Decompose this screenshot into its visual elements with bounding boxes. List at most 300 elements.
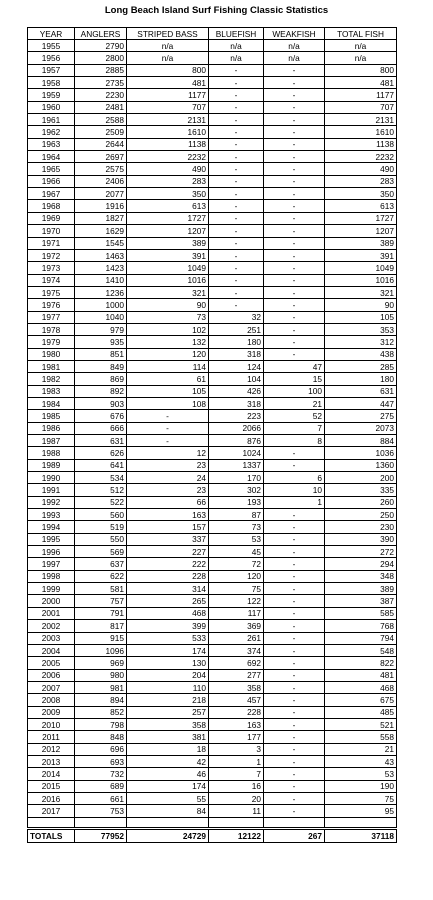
cell-year: 1974 — [28, 274, 75, 286]
cell-striped-bass: - — [127, 422, 209, 434]
cell-anglers: 2588 — [75, 114, 127, 126]
table-row — [28, 40, 397, 52]
table-row — [28, 212, 397, 224]
cell-anglers: 852 — [75, 706, 127, 718]
cell-striped-bass: 490 — [127, 163, 209, 175]
cell-striped-bass: 84 — [127, 805, 209, 817]
cell-anglers: 915 — [75, 632, 127, 644]
cell-year: 1993 — [28, 509, 75, 521]
cell-year: 1963 — [28, 138, 75, 150]
table-row — [28, 348, 397, 360]
cell-anglers: 1236 — [75, 286, 127, 298]
cell-year: 1956 — [28, 52, 75, 64]
cell-bluefish: - — [209, 77, 264, 89]
cell-weakfish: 8 — [264, 435, 325, 447]
table-row — [28, 52, 397, 64]
table-row — [28, 262, 397, 274]
cell-weakfish: - — [264, 533, 325, 545]
cell-weakfish: - — [264, 706, 325, 718]
cell-total-fish: n/a — [325, 40, 397, 52]
cell-total-fish: 548 — [325, 644, 397, 656]
cell-year: 2010 — [28, 718, 75, 730]
cell-total-fish: 180 — [325, 373, 397, 385]
cell-striped-bass: 73 — [127, 311, 209, 323]
cell-year: 1961 — [28, 114, 75, 126]
cell-year: 1997 — [28, 558, 75, 570]
cell-anglers: 2790 — [75, 40, 127, 52]
cell-year: 1958 — [28, 77, 75, 89]
cell-bluefish: 261 — [209, 632, 264, 644]
cell-weakfish: - — [264, 77, 325, 89]
spacer-cell — [127, 817, 209, 828]
cell-weakfish: - — [264, 620, 325, 632]
cell-weakfish: - — [264, 546, 325, 558]
cell-striped-bass: 46 — [127, 768, 209, 780]
table-row — [28, 780, 397, 792]
cell-weakfish: - — [264, 89, 325, 101]
table-row — [28, 583, 397, 595]
cell-year: 2005 — [28, 657, 75, 669]
cell-bluefish: 16 — [209, 780, 264, 792]
cell-year: 1998 — [28, 570, 75, 582]
cell-total-fish: 490 — [325, 163, 397, 175]
cell-weakfish: - — [264, 521, 325, 533]
table-row — [28, 632, 397, 644]
cell-striped-bass: 108 — [127, 397, 209, 409]
cell-bluefish: 2066 — [209, 422, 264, 434]
cell-striped-bass: 23 — [127, 484, 209, 496]
cell-year: 1967 — [28, 188, 75, 200]
spacer-cell — [325, 817, 397, 828]
cell-anglers: 637 — [75, 558, 127, 570]
cell-total-fish: 558 — [325, 731, 397, 743]
table-row — [28, 607, 397, 619]
cell-striped-bass: 55 — [127, 792, 209, 804]
cell-striped-bass: 1177 — [127, 89, 209, 101]
table-row — [28, 200, 397, 212]
cell-bluefish: 457 — [209, 694, 264, 706]
cell-striped-bass: 321 — [127, 286, 209, 298]
cell-bluefish: 692 — [209, 657, 264, 669]
cell-anglers: 2077 — [75, 188, 127, 200]
cell-bluefish: - — [209, 151, 264, 163]
cell-total-fish: 200 — [325, 472, 397, 484]
cell-year: 1980 — [28, 348, 75, 360]
cell-year: 1971 — [28, 237, 75, 249]
cell-bluefish: 7 — [209, 768, 264, 780]
table-row — [28, 805, 397, 817]
cell-bluefish: 20 — [209, 792, 264, 804]
cell-bluefish: 163 — [209, 718, 264, 730]
cell-bluefish: n/a — [209, 52, 264, 64]
cell-total-fish: 1016 — [325, 274, 397, 286]
cell-weakfish: - — [264, 188, 325, 200]
cell-bluefish: 277 — [209, 669, 264, 681]
header-total-fish: TOTAL FISH — [325, 28, 397, 40]
cell-total-fish: 1610 — [325, 126, 397, 138]
cell-year: 2009 — [28, 706, 75, 718]
cell-striped-bass: 130 — [127, 657, 209, 669]
cell-bluefish: 318 — [209, 348, 264, 360]
table-row — [28, 311, 397, 323]
cell-year: 1968 — [28, 200, 75, 212]
cell-year: 1959 — [28, 89, 75, 101]
table-row — [28, 435, 397, 447]
cell-weakfish: 1 — [264, 496, 325, 508]
cell-total-fish: 260 — [325, 496, 397, 508]
cell-total-fish: 485 — [325, 706, 397, 718]
cell-bluefish: - — [209, 286, 264, 298]
cell-striped-bass: 1610 — [127, 126, 209, 138]
cell-bluefish: 1024 — [209, 447, 264, 459]
cell-anglers: 512 — [75, 484, 127, 496]
cell-year: 1977 — [28, 311, 75, 323]
cell-weakfish: - — [264, 138, 325, 150]
cell-bluefish: 11 — [209, 805, 264, 817]
table-row — [28, 77, 397, 89]
cell-bluefish: - — [209, 237, 264, 249]
header-year: YEAR — [28, 28, 75, 40]
cell-total-fish: 353 — [325, 323, 397, 335]
cell-anglers: 969 — [75, 657, 127, 669]
cell-year: 2002 — [28, 620, 75, 632]
cell-total-fish: 43 — [325, 755, 397, 767]
cell-total-fish: 585 — [325, 607, 397, 619]
cell-bluefish: - — [209, 126, 264, 138]
cell-bluefish: - — [209, 225, 264, 237]
cell-year: 1984 — [28, 397, 75, 409]
cell-anglers: 851 — [75, 348, 127, 360]
cell-striped-bass: 1207 — [127, 225, 209, 237]
table-row — [28, 89, 397, 101]
statistics-table — [27, 27, 397, 843]
cell-bluefish: 180 — [209, 336, 264, 348]
cell-weakfish: - — [264, 570, 325, 582]
cell-striped-bass: 42 — [127, 755, 209, 767]
table-row — [28, 743, 397, 755]
cell-anglers: 2230 — [75, 89, 127, 101]
table-row — [28, 694, 397, 706]
cell-weakfish: - — [264, 743, 325, 755]
cell-year: 1987 — [28, 435, 75, 447]
cell-year: 1966 — [28, 175, 75, 187]
cell-year: 1992 — [28, 496, 75, 508]
cell-weakfish: - — [264, 200, 325, 212]
cell-total-fish: 1138 — [325, 138, 397, 150]
cell-year: 1994 — [28, 521, 75, 533]
cell-weakfish: - — [264, 225, 325, 237]
cell-weakfish: - — [264, 632, 325, 644]
cell-year: 1972 — [28, 249, 75, 261]
cell-striped-bass: 102 — [127, 323, 209, 335]
cell-striped-bass: 257 — [127, 706, 209, 718]
cell-year: 1964 — [28, 151, 75, 163]
cell-total-fish: 707 — [325, 101, 397, 113]
cell-year: 1976 — [28, 299, 75, 311]
table-row — [28, 286, 397, 298]
cell-anglers: 1629 — [75, 225, 127, 237]
cell-striped-bass: - — [127, 435, 209, 447]
cell-weakfish: - — [264, 644, 325, 656]
cell-total-fish: 95 — [325, 805, 397, 817]
cell-total-fish: 275 — [325, 410, 397, 422]
cell-anglers: 757 — [75, 595, 127, 607]
cell-year: 1973 — [28, 262, 75, 274]
cell-total-fish: 283 — [325, 175, 397, 187]
header-anglers: ANGLERS — [75, 28, 127, 40]
cell-year: 1969 — [28, 212, 75, 224]
table-row — [28, 410, 397, 422]
cell-striped-bass: 23 — [127, 459, 209, 471]
cell-striped-bass: 468 — [127, 607, 209, 619]
cell-total-fish: 53 — [325, 768, 397, 780]
cell-anglers: 1096 — [75, 644, 127, 656]
cell-striped-bass: 1138 — [127, 138, 209, 150]
table-row — [28, 249, 397, 261]
cell-weakfish: 52 — [264, 410, 325, 422]
cell-striped-bass: 1016 — [127, 274, 209, 286]
cell-bluefish: 223 — [209, 410, 264, 422]
cell-year: 1996 — [28, 546, 75, 558]
cell-bluefish: 318 — [209, 397, 264, 409]
cell-anglers: 817 — [75, 620, 127, 632]
table-row — [28, 533, 397, 545]
cell-striped-bass: 350 — [127, 188, 209, 200]
cell-striped-bass: 163 — [127, 509, 209, 521]
cell-weakfish: - — [264, 731, 325, 743]
spacer-cell — [264, 817, 325, 828]
header-bluefish: BLUEFISH — [209, 28, 264, 40]
table-row — [28, 509, 397, 521]
cell-total-fish: 2131 — [325, 114, 397, 126]
table-row — [28, 792, 397, 804]
table-row — [28, 731, 397, 743]
cell-anglers: 631 — [75, 435, 127, 447]
cell-anglers: 641 — [75, 459, 127, 471]
cell-anglers: 2575 — [75, 163, 127, 175]
cell-striped-bass: 114 — [127, 360, 209, 372]
cell-striped-bass: 707 — [127, 101, 209, 113]
document-title: Long Beach Island Surf Fishing Classic Statistics — [104, 5, 329, 16]
cell-bluefish: 124 — [209, 360, 264, 372]
cell-year: 1962 — [28, 126, 75, 138]
table-row — [28, 225, 397, 237]
cell-year: 2017 — [28, 805, 75, 817]
cell-year: 1991 — [28, 484, 75, 496]
table-row — [28, 718, 397, 730]
cell-total-fish: 389 — [325, 237, 397, 249]
cell-striped-bass: 358 — [127, 718, 209, 730]
cell-anglers: 1827 — [75, 212, 127, 224]
total-striped-bass: 24729 — [127, 828, 209, 842]
cell-year: 1960 — [28, 101, 75, 113]
cell-total-fish: 21 — [325, 743, 397, 755]
cell-year: 1999 — [28, 583, 75, 595]
cell-year: 2000 — [28, 595, 75, 607]
cell-year: 1955 — [28, 40, 75, 52]
cell-bluefish: - — [209, 249, 264, 261]
cell-year: 2003 — [28, 632, 75, 644]
cell-weakfish: - — [264, 681, 325, 693]
cell-striped-bass: 391 — [127, 249, 209, 261]
cell-weakfish: - — [264, 447, 325, 459]
spacer-row — [28, 817, 397, 828]
cell-bluefish: 374 — [209, 644, 264, 656]
cell-year: 1982 — [28, 373, 75, 385]
cell-bluefish: 53 — [209, 533, 264, 545]
cell-striped-bass: 533 — [127, 632, 209, 644]
header-weakfish: WEAKFISH — [264, 28, 325, 40]
cell-year: 1970 — [28, 225, 75, 237]
cell-striped-bass: 337 — [127, 533, 209, 545]
cell-year: 1965 — [28, 163, 75, 175]
cell-weakfish: - — [264, 558, 325, 570]
cell-weakfish: - — [264, 311, 325, 323]
cell-weakfish: - — [264, 583, 325, 595]
table-row — [28, 151, 397, 163]
cell-total-fish: 390 — [325, 533, 397, 545]
cell-total-fish: 447 — [325, 397, 397, 409]
cell-anglers: 980 — [75, 669, 127, 681]
table-row — [28, 644, 397, 656]
table-row — [28, 114, 397, 126]
cell-anglers: 892 — [75, 385, 127, 397]
cell-total-fish: 272 — [325, 546, 397, 558]
table-row — [28, 447, 397, 459]
cell-year: 2006 — [28, 669, 75, 681]
cell-weakfish: - — [264, 657, 325, 669]
cell-year: 1995 — [28, 533, 75, 545]
total-total-fish: 37118 — [325, 828, 397, 842]
cell-striped-bass: 66 — [127, 496, 209, 508]
cell-anglers: 626 — [75, 447, 127, 459]
cell-anglers: 791 — [75, 607, 127, 619]
cell-total-fish: 1727 — [325, 212, 397, 224]
cell-weakfish: - — [264, 768, 325, 780]
cell-total-fish: 230 — [325, 521, 397, 533]
table-row — [28, 521, 397, 533]
cell-weakfish: - — [264, 101, 325, 113]
cell-bluefish: 3 — [209, 743, 264, 755]
cell-year: 2007 — [28, 681, 75, 693]
cell-anglers: 849 — [75, 360, 127, 372]
cell-striped-bass: 228 — [127, 570, 209, 582]
table-row — [28, 323, 397, 335]
cell-weakfish: - — [264, 175, 325, 187]
cell-striped-bass: 18 — [127, 743, 209, 755]
total-bluefish: 12122 — [209, 828, 264, 842]
cell-year: 1989 — [28, 459, 75, 471]
table-row — [28, 620, 397, 632]
cell-total-fish: 1360 — [325, 459, 397, 471]
table-row — [28, 373, 397, 385]
cell-total-fish: 389 — [325, 583, 397, 595]
table-row — [28, 385, 397, 397]
table-row — [28, 459, 397, 471]
cell-year: 2001 — [28, 607, 75, 619]
cell-anglers: 1463 — [75, 249, 127, 261]
cell-total-fish: 90 — [325, 299, 397, 311]
cell-total-fish: 350 — [325, 188, 397, 200]
cell-bluefish: 75 — [209, 583, 264, 595]
cell-bluefish: - — [209, 163, 264, 175]
cell-year: 2008 — [28, 694, 75, 706]
table-row — [28, 360, 397, 372]
cell-total-fish: 1177 — [325, 89, 397, 101]
table-row — [28, 101, 397, 113]
cell-anglers: 676 — [75, 410, 127, 422]
cell-anglers: 1916 — [75, 200, 127, 212]
cell-total-fish: 391 — [325, 249, 397, 261]
table-row — [28, 397, 397, 409]
cell-year: 1986 — [28, 422, 75, 434]
cell-striped-bass: 204 — [127, 669, 209, 681]
cell-striped-bass: 110 — [127, 681, 209, 693]
cell-total-fish: 481 — [325, 669, 397, 681]
cell-year: 1957 — [28, 64, 75, 76]
cell-bluefish: - — [209, 299, 264, 311]
cell-total-fish: 294 — [325, 558, 397, 570]
cell-bluefish: 1 — [209, 755, 264, 767]
cell-striped-bass: 283 — [127, 175, 209, 187]
cell-weakfish: - — [264, 348, 325, 360]
cell-bluefish: 369 — [209, 620, 264, 632]
cell-anglers: 903 — [75, 397, 127, 409]
cell-weakfish: 21 — [264, 397, 325, 409]
spacer-cell — [28, 817, 75, 828]
cell-total-fish: 75 — [325, 792, 397, 804]
cell-total-fish: 768 — [325, 620, 397, 632]
cell-year: 1988 — [28, 447, 75, 459]
cell-total-fish: 613 — [325, 200, 397, 212]
table-row — [28, 299, 397, 311]
cell-anglers: 1423 — [75, 262, 127, 274]
table-row — [28, 138, 397, 150]
cell-weakfish: 10 — [264, 484, 325, 496]
cell-bluefish: - — [209, 274, 264, 286]
cell-bluefish: 302 — [209, 484, 264, 496]
cell-weakfish: - — [264, 509, 325, 521]
cell-anglers: 894 — [75, 694, 127, 706]
cell-weakfish: - — [264, 694, 325, 706]
cell-weakfish: - — [264, 792, 325, 804]
cell-bluefish: - — [209, 64, 264, 76]
cell-year: 1978 — [28, 323, 75, 335]
table-row — [28, 546, 397, 558]
cell-bluefish: 358 — [209, 681, 264, 693]
cell-weakfish: - — [264, 64, 325, 76]
cell-weakfish: - — [264, 755, 325, 767]
cell-bluefish: 32 — [209, 311, 264, 323]
cell-total-fish: 800 — [325, 64, 397, 76]
cell-bluefish: - — [209, 114, 264, 126]
cell-anglers: 935 — [75, 336, 127, 348]
table-row — [28, 595, 397, 607]
cell-total-fish: 1036 — [325, 447, 397, 459]
table-row — [28, 64, 397, 76]
table-row — [28, 472, 397, 484]
cell-anglers: 2885 — [75, 64, 127, 76]
cell-striped-bass: 1049 — [127, 262, 209, 274]
cell-total-fish: 2232 — [325, 151, 397, 163]
cell-anglers: 979 — [75, 323, 127, 335]
cell-striped-bass: 90 — [127, 299, 209, 311]
cell-year: 2015 — [28, 780, 75, 792]
cell-striped-bass: 389 — [127, 237, 209, 249]
table-row — [28, 669, 397, 681]
cell-bluefish: - — [209, 212, 264, 224]
cell-weakfish: - — [264, 114, 325, 126]
